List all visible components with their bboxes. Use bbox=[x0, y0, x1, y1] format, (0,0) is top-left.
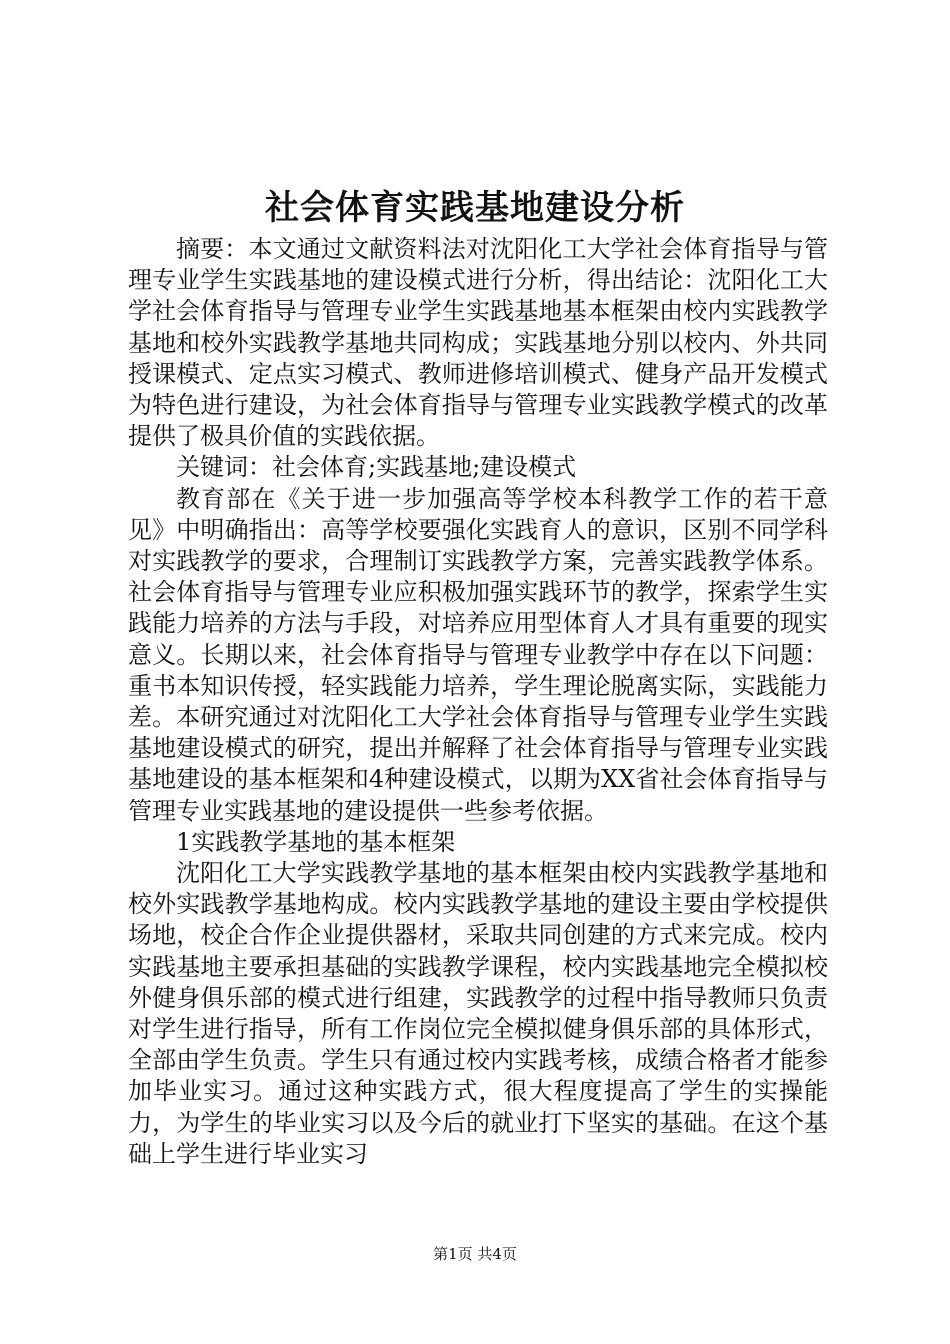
intro-paragraph: 教育部在《关于进一步加强高等学校本科教学工作的若干意见》中明确指出：高等学校要强化实践育人的意识，区别不同学科对实践教学的要求，合理制订实践教学方案，完善实践教学体系。社会体育指导与管理专业应积极加强实践环节的教学，探索学生实践能力培养的方法与手段，对培养应用型体育人才具有重要的现实意义。长期以来，社会体育指导与管理专业教学中存在以下问题：重书本知识传授，轻实践能力培养，学生理论脱离实际，实践能力差。本研究通过对沈阳化工大学社会体育指导与管理专业学生实践基地建设模式的研究，提出并解释了社会体育指导与管理专业实践基地建设的基本框架和4种建设模式，以期为XX省社会体育指导与管理专业实践基地的建设提供一些参考依据。 bbox=[128, 484, 828, 825]
keywords-paragraph: 关键词：社会体育;实践基地;建设模式 bbox=[176, 453, 577, 482]
section-paragraph: 沈阳化工大学实践教学基地的基本框架由校内实践教学基地和校外实践教学基地构成。校内实践教学基地的建设主要由学校提供场地，校企合作企业提供器材，采取共同创建的方式来完成。校内实践基地主要承担基础的实践教学课程，校内实践基地完全模拟校外健身俱乐部的模式进行组建，实践教学的过程中指导教师只负责对学生进行指导，所有工作岗位完全模拟健身俱乐部的具体形式，全部由学生负责。学生只有通过校内实践考核，成绩合格者才能参加毕业实习。通过这种实践方式，很大程度提高了学生的实操能力，为学生的毕业实习以及今后的就业打下坚实的基础。在这个基础上学生进行毕业实习 bbox=[128, 859, 828, 1168]
document-title: 社会体育实践基地建设分析 bbox=[265, 188, 685, 228]
page-number-footer: 第1页 共4页 bbox=[433, 1245, 517, 1263]
section-heading: 1实践教学基地的基本框架 bbox=[176, 827, 456, 856]
abstract-paragraph: 摘要：本文通过文献资料法对沈阳化工大学社会体育指导与管理专业学生实践基地的建设模式进行分析，得出结论：沈阳化工大学社会体育指导与管理专业学生实践基地基本框架由校内实践教学基地和校外实践教学基地共同构成；实践基地分别以校内、外共同授课模式、定点实习模式、教师进修培训模式、健身产品开发模式为特色进行建设，为社会体育指导与管理专业实践教学模式的改革提供了极具价值的实践依据。 bbox=[128, 235, 828, 451]
document-body bbox=[128, 234, 828, 1170]
